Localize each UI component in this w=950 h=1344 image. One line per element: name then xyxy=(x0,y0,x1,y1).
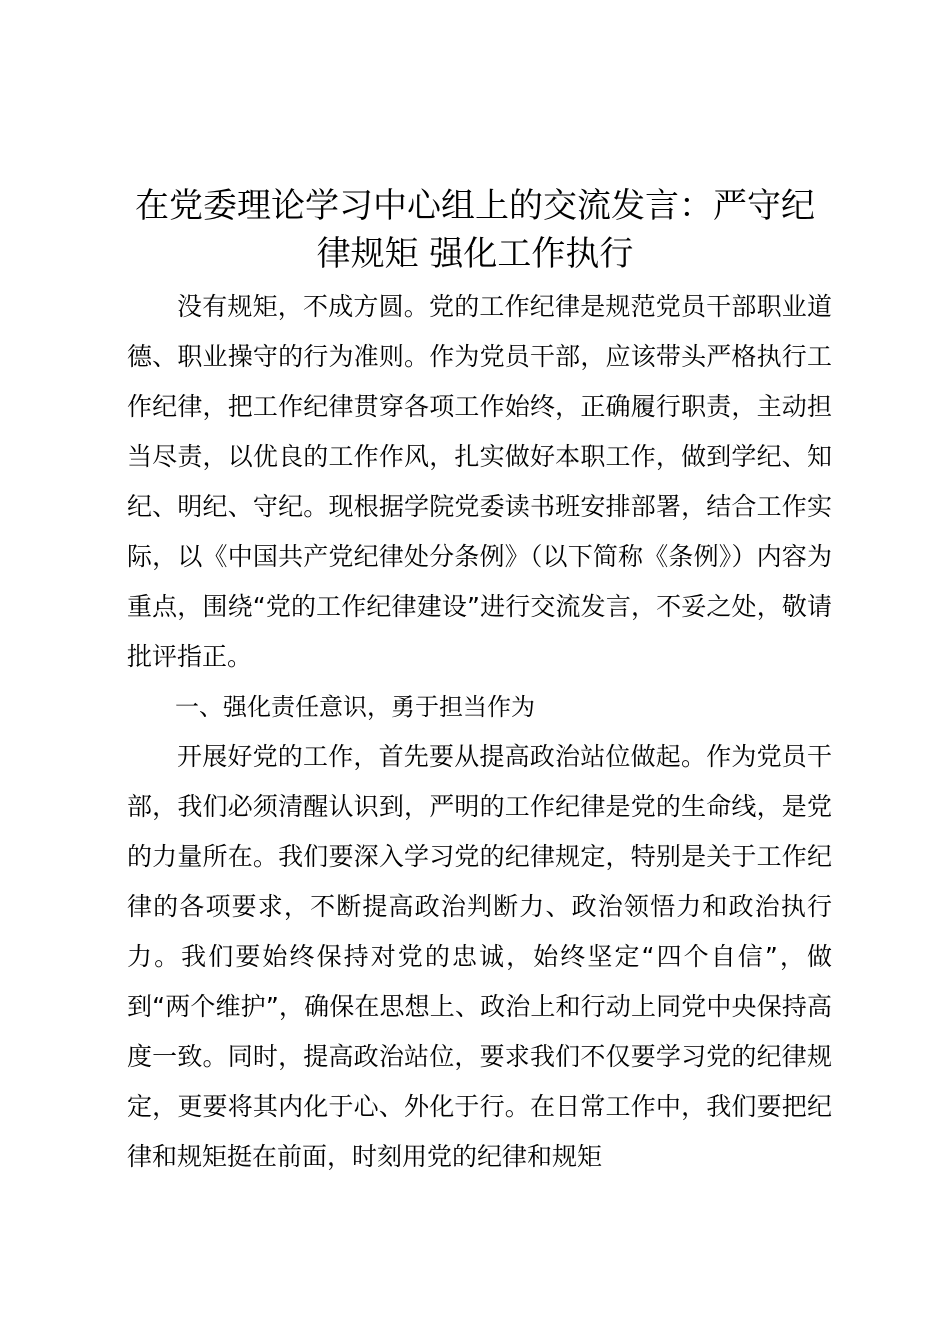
paragraph-section-1: 开展好党的工作，首先要从提高政治站位做起。作为党员干部，我们必须清醒认识到，严明的工作纪律是党的生命线，是党的力量所在。我们要深入学习党的纪律规定，特别是关于工作纪律的各项要求，不断提高政治判断力、政治领悟力和政治执行力。我们要始终保持对党的忠诚，始终坚定“四个自信”，做到“两个维护”，确保在思想上、政治上和行动上同党中央保持高度一致。同时，提高政治站位，要求我们不仅要学习党的纪律规定，更要将其内化于心、外化于行。在日常工作中，我们要把纪律和规矩挺在前面，时刻用党的纪律和规矩 xyxy=(127,742,832,1171)
paragraph-intro: 没有规矩，不成方圆。党的工作纪律是规范党员干部职业道德、职业操守的行为准则。作为党员干部，应该带头严格执行工作纪律，把工作纪律贯穿各项工作始终，正确履行职责，主动担当尽责，以优良的工作作风，扎实做好本职工作，做到学纪、知纪、明纪、守纪。现根据学院党委读书班安排部署，结合工作实际，以《中国共产党纪律处分条例》（以下简称《条例》）内容为重点，围绕“党的工作纪律建设”进行交流发言，不妥之处，敬请批评指正。 xyxy=(127,292,832,671)
document-body xyxy=(127,282,832,1182)
document-title: 在党委理论学习中心组上的交流发言：严守纪律规矩 强化工作执行 xyxy=(135,186,815,274)
section-heading-1: 一、强化责任意识，勇于担当作为 xyxy=(175,693,535,721)
